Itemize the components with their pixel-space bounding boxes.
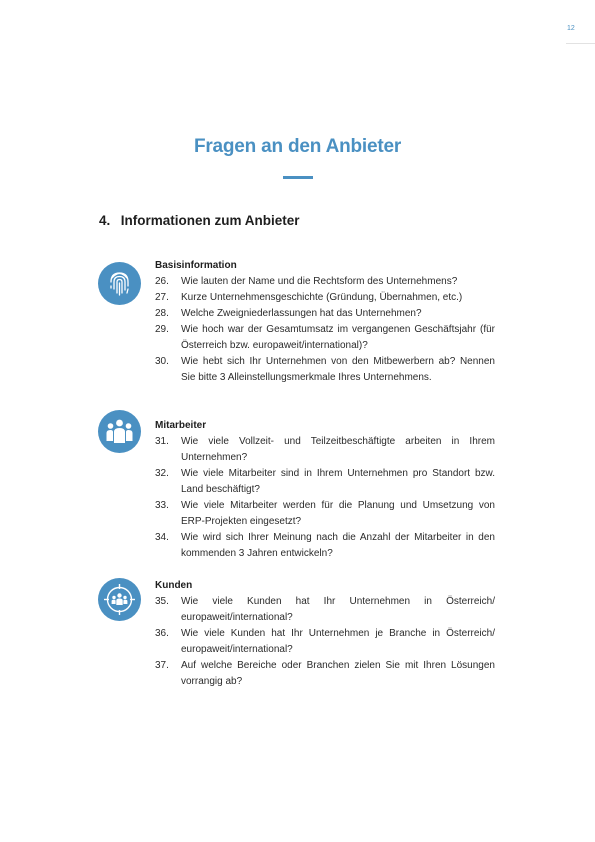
page-corner-line bbox=[566, 43, 595, 44]
list-item: 37. Auf welche Bereiche oder Branchen zielen Sie mit Ihren Lösungen vorrangig ab? bbox=[155, 660, 495, 687]
page-title: Fragen an den Anbieter bbox=[193, 136, 402, 157]
section-heading-text: Informationen zum Anbieter bbox=[120, 213, 300, 228]
question-list bbox=[155, 594, 495, 690]
section-heading bbox=[99, 213, 300, 228]
title-underline bbox=[283, 176, 313, 179]
section-number: 4. bbox=[99, 213, 111, 228]
list-item: 29. Wie hoch war der Gesamtumsatz im vergangenen Geschäftsjahr (für Österreich bzw. europaweit/international)? bbox=[155, 324, 495, 351]
page-number: 12 bbox=[567, 25, 575, 32]
list-item: 32. Wie viele Mitarbeiter sind in Ihrem Unternehmen pro Standort bzw. Land beschäftigt? bbox=[155, 468, 495, 495]
block-mitarbeiter bbox=[98, 420, 498, 565]
list-item: 36. Wie viele Kunden hat Ihr Unternehmen je Branche in Österreich/ europaweit/international? bbox=[155, 628, 495, 655]
list-item: 31. Wie viele Vollzeit- und Teilzeitbeschäftigte arbeiten in Ihrem Unternehmen? bbox=[155, 436, 495, 463]
list-item: 26. Wie lauten der Name und die Rechtsform des Unternehmens? bbox=[155, 276, 458, 287]
block-title: Mitarbeiter bbox=[155, 420, 207, 431]
team-icon bbox=[98, 410, 141, 453]
list-item: 35. Wie viele Kunden hat Ihr Unternehmen in Österreich/ europaweit/international? bbox=[155, 596, 495, 623]
block-title: Basisinformation bbox=[155, 260, 237, 271]
list-item: 27. Kurze Unternehmensgeschichte (Gründung, Übernahmen, etc.) bbox=[155, 292, 463, 303]
list-item: 28. Welche Zweigniederlassungen hat das Unternehmen? bbox=[155, 308, 422, 319]
list-item: 34. Wie wird sich Ihrer Meinung nach die Anzahl der Mitarbeiter in den kommenden 3 Jahren entwickeln? bbox=[155, 532, 495, 559]
block-kunden bbox=[98, 580, 498, 700]
block-basisinformation bbox=[98, 260, 498, 400]
block-title: Kunden bbox=[155, 580, 193, 591]
question-list bbox=[155, 274, 495, 386]
question-list bbox=[155, 434, 495, 562]
list-item: 33. Wie viele Mitarbeiter werden für die Planung und Umsetzung von ERP-Projekten eingesetzt? bbox=[155, 500, 495, 527]
fingerprint-icon bbox=[98, 262, 141, 305]
list-item: 30. Wie hebt sich Ihr Unternehmen von den Mitbewerbern ab? Nennen Sie bitte 3 Alleinstellungsmerkmale Ihres Unternehmens. bbox=[155, 356, 495, 383]
target-customers-icon bbox=[98, 578, 141, 621]
